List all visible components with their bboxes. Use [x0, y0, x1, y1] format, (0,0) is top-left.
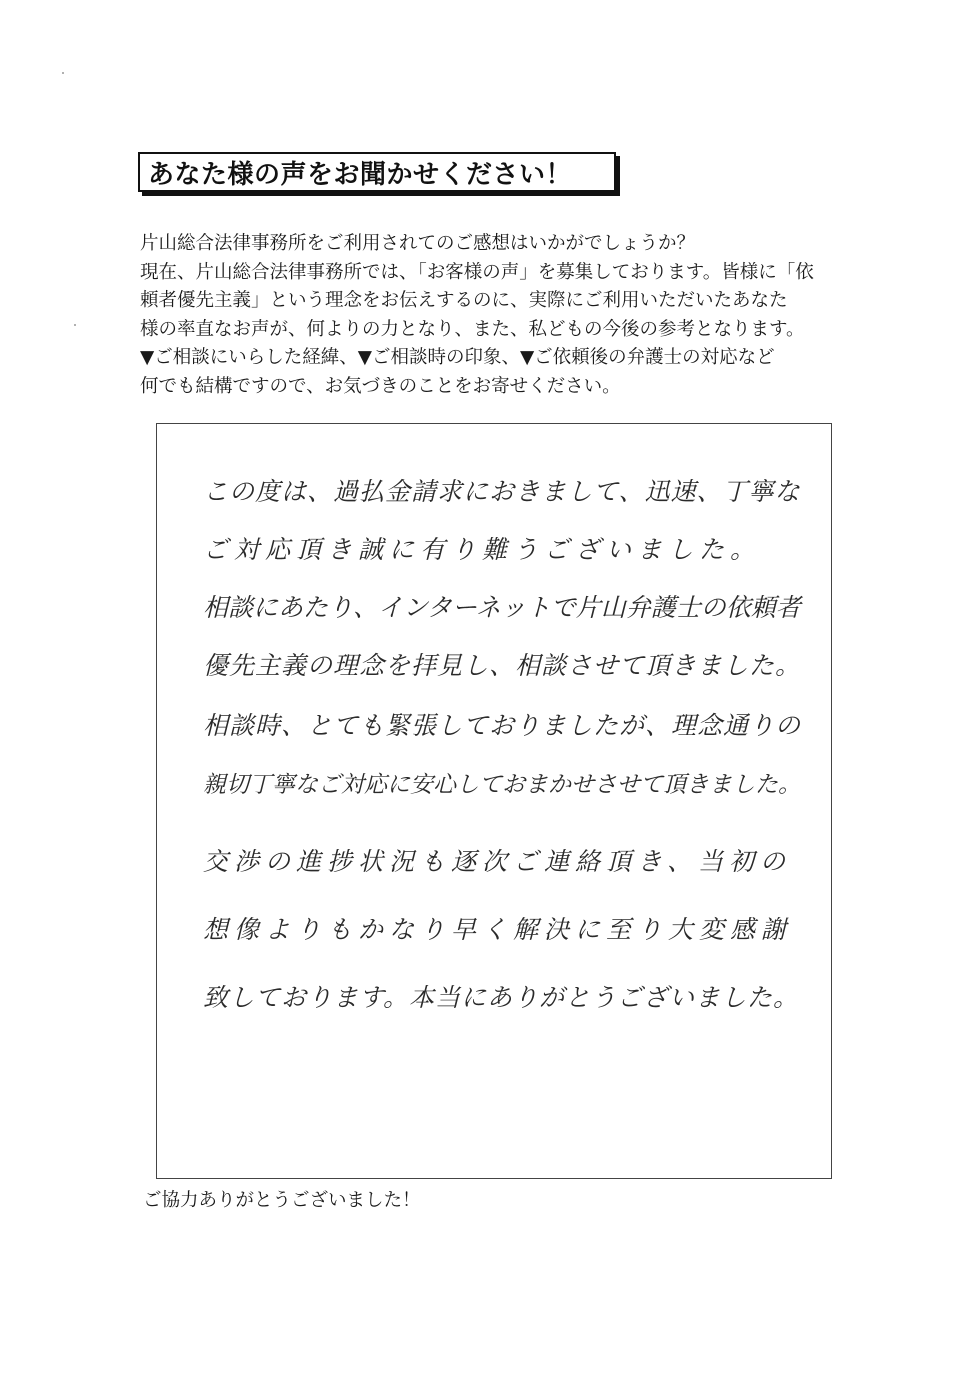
- intro-line: 様の率直なお声が、何よりの力となり、また、私どもの今後の参考となります。: [140, 318, 805, 340]
- intro-line: 片山総合法律事務所をご利用されてのご感想はいかがでしょうか？: [140, 233, 696, 254]
- scan-speck: [74, 324, 76, 326]
- footer-thanks: ご協力ありがとうございました！: [143, 1190, 421, 1211]
- handwritten-line: 親切丁寧なご対応に安心しておまかせさせて頂きました。: [203, 772, 801, 798]
- handwritten-line: 相談時、とても緊張しておりましたが、理念通りの: [203, 711, 802, 740]
- handwritten-line: 想像よりもかなり早く解決に至り大変感謝: [203, 915, 793, 944]
- scan-speck: [62, 72, 64, 74]
- handwritten-comment-box: [156, 423, 832, 1179]
- intro-line: 何でも結構ですので、お気づきのことをお寄せください。: [140, 375, 621, 397]
- handwritten-line: 優先主義の理念を拝見し、相談させて頂きました。: [203, 651, 802, 680]
- intro-line: 頼者優先主義」という理念をお伝えするのに、実際にご利用いただいたあなた: [140, 290, 788, 311]
- handwritten-line: ご対応頂き誠に有り難うございました。: [203, 535, 762, 564]
- handwritten-line: 致しております。本当にありがとうございました。: [203, 983, 800, 1012]
- handwritten-line: 相談にあたり、インターネットで片山弁護士の依頼者: [203, 593, 801, 622]
- intro-line: 現在、片山総合法律事務所では、「お客様の声」を募集しております。皆様に「依: [140, 261, 814, 283]
- handwritten-line: 交渉の進捗状況も逐次ご連絡頂き、当初の: [203, 847, 792, 876]
- heading-banner: [138, 152, 616, 192]
- handwritten-line: この度は、過払金請求におきまして、迅速、丁寧な: [203, 477, 801, 506]
- intro-line: ▼ご相談にいらした経緯、▼ご相談時の印象、▼ご依頼後の弁護士の対応など: [140, 347, 775, 368]
- intro-paragraph: [140, 230, 840, 401]
- page-title: あなた様の声をお聞かせください！: [148, 159, 573, 190]
